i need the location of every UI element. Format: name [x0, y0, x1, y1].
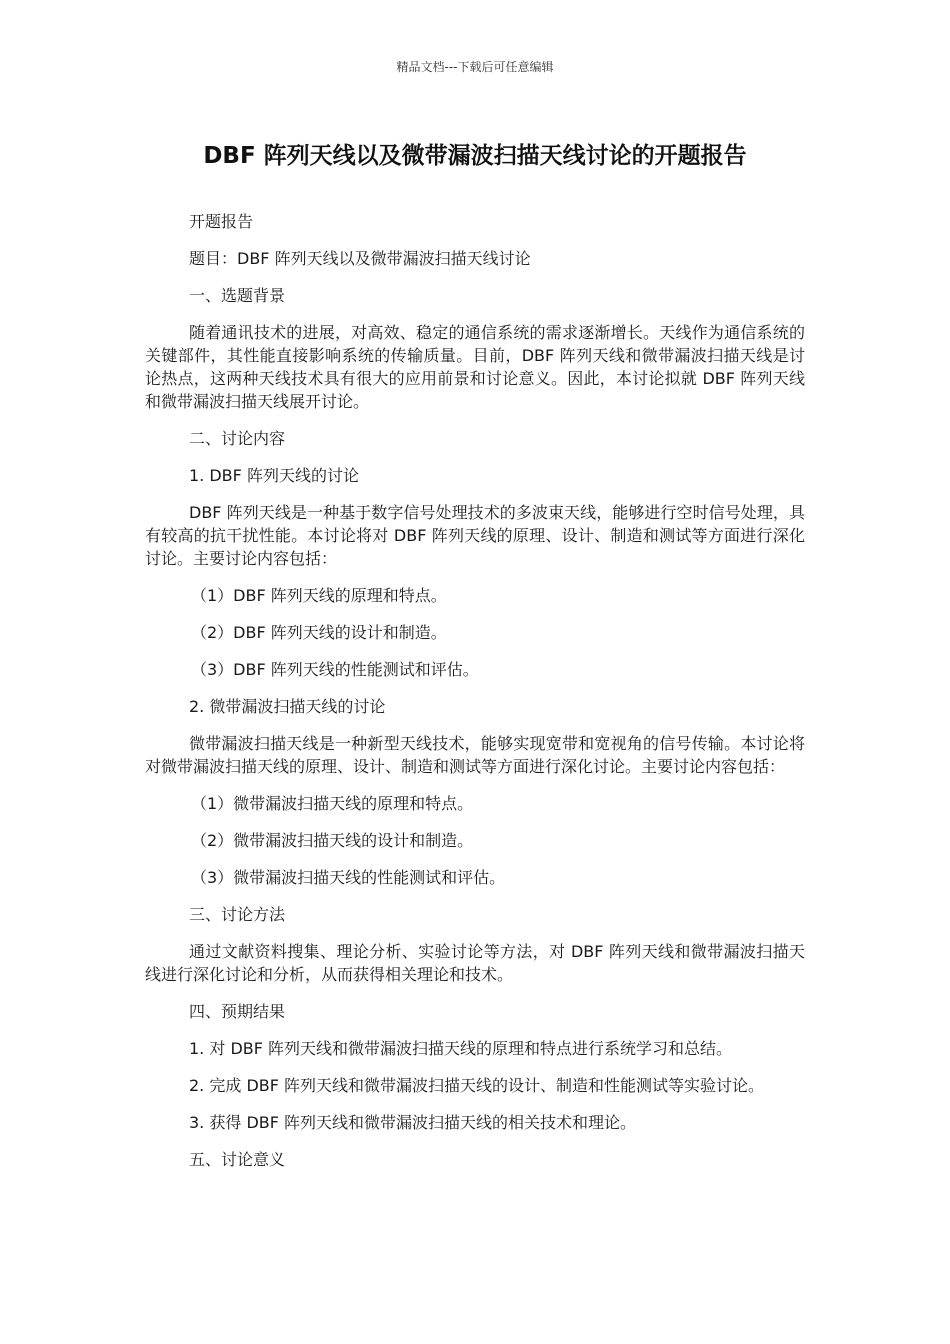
- list-item: （1）DBF 阵列天线的原理和特点。: [191, 586, 447, 605]
- section-heading-3: 三、讨论方法: [189, 905, 286, 924]
- header-note: 精品文档---下载后可任意编辑: [396, 60, 554, 74]
- report-label: 开题报告: [189, 212, 254, 231]
- subsection-heading-2-2: 2. 微带漏波扫描天线的讨论: [189, 697, 386, 716]
- section-heading-1: 一、选题背景: [189, 286, 286, 305]
- section-3-paragraph: 通过文献资料搜集、理论分析、实验讨论等方法，对 DBF 阵列天线和微带漏波扫描天线进行深化讨论和分析，从而获得相关理论和技术。: [145, 942, 805, 984]
- section-heading-4: 四、预期结果: [189, 1002, 286, 1021]
- section-1-paragraph: 随着通讯技术的进展，对高效、稳定的通信系统的需求逐渐增长。天线作为通信系统的关键部件，其性能直接影响系统的传输质量。目前，DBF 阵列天线和微带漏波扫描天线是讨论热点，这两种天线技术具有很大的应用前景和讨论意义。因此，本讨论拟就 DBF 阵列天线和微带漏波扫描天线展开讨论。: [145, 323, 805, 411]
- topic-line: 题目：DBF 阵列天线以及微带漏波扫描天线讨论: [189, 249, 531, 268]
- list-item: （2）微带漏波扫描天线的设计和制造。: [191, 831, 474, 850]
- document-title: DBF 阵列天线以及微带漏波扫描天线讨论的开题报告: [203, 143, 747, 169]
- subsection-2-2-paragraph: 微带漏波扫描天线是一种新型天线技术，能够实现宽带和宽视角的信号传输。本讨论将对微带漏波扫描天线的原理、设计、制造和测试等方面进行深化讨论。主要讨论内容包括：: [145, 734, 805, 776]
- list-item: （2）DBF 阵列天线的设计和制造。: [191, 623, 447, 642]
- section-heading-2: 二、讨论内容: [189, 429, 286, 448]
- list-item: （3）微带漏波扫描天线的性能测试和评估。: [191, 868, 506, 887]
- expected-result-item: 2. 完成 DBF 阵列天线和微带漏波扫描天线的设计、制造和性能测试等实验讨论。: [189, 1076, 765, 1095]
- expected-result-item: 3. 获得 DBF 阵列天线和微带漏波扫描天线的相关技术和理论。: [189, 1113, 637, 1132]
- subsection-heading-2-1: 1. DBF 阵列天线的讨论: [189, 466, 359, 485]
- expected-result-item: 1. 对 DBF 阵列天线和微带漏波扫描天线的原理和特点进行系统学习和总结。: [189, 1039, 733, 1058]
- list-item: （1）微带漏波扫描天线的原理和特点。: [191, 794, 474, 813]
- document-body: [145, 210, 805, 1185]
- list-item: （3）DBF 阵列天线的性能测试和评估。: [191, 660, 479, 679]
- subsection-2-1-paragraph: DBF 阵列天线是一种基于数字信号处理技术的多波束天线，能够进行空时信号处理，具有较高的抗干扰性能。本讨论将对 DBF 阵列天线的原理、设计、制造和测试等方面进行深化讨论。主要讨论内容包括：: [145, 503, 805, 568]
- section-heading-5: 五、讨论意义: [189, 1150, 286, 1169]
